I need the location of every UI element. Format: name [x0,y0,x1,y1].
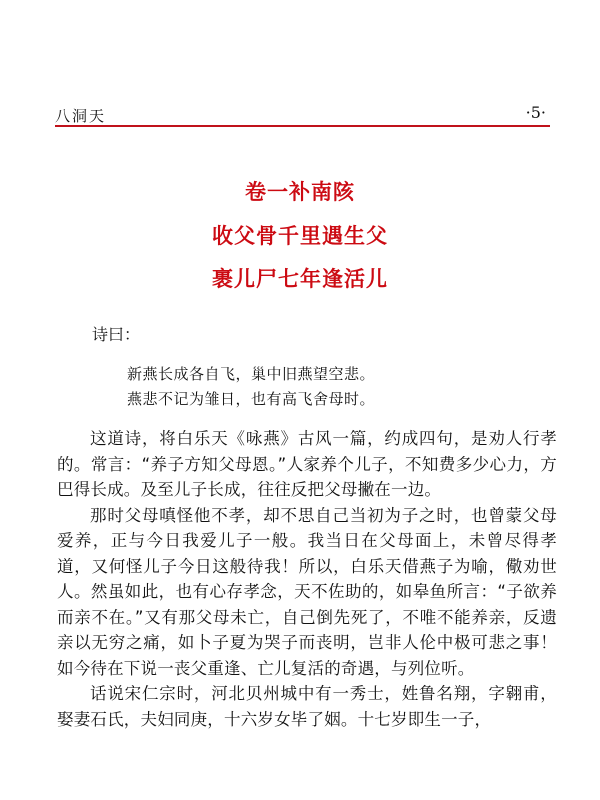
paragraph: 话说宋仁宗时，河北贝州城中有一秀士，姓鲁名翔，字翱甫，娶妻石氏，夫妇同庚，十六岁女毕了姻。十七岁即生一子， [57,684,557,729]
poem-line: 新燕长成各自飞，巢中旧燕望空悲。 [127,365,376,383]
chapter-subtitle-2: 裹儿尸七年逢活儿 [212,267,388,291]
chapter-subtitle-1: 收父骨千里遇生父 [212,224,388,248]
body-text [57,426,557,732]
header-rule [55,125,550,127]
page-header [55,103,550,125]
paragraph: 那时父母嗔怪他不孝，却不思自己当初为子之时，也曾蒙父母爱养，正与今日我爱儿子一般。我当日在父母面上，未曾尽得孝道，又何怪儿子今日这般待我！所以，白乐天借燕子为喻，儆劝世人。然虽如此，也有心存孝念，天不佐助的，如皋鱼所言：“子欲养而亲不在。”又有那父母未亡，自己倒先死了，不唯不能养亲，反遗亲以无穷之痛，如卜子夏为哭子而丧明，岂非人伦中极可悲之事！如今待在下说一丧父重逢、亡儿复活的奇遇，与列位听。 [57,505,557,678]
poem-intro: 诗曰： [92,325,141,344]
volume-title: 卷一补南陔 [245,180,355,204]
paragraph: 这道诗，将白乐天《咏燕》古风一篇，约成四句，是劝人行孝的。常言：“养子方知父母恩。”人家养个儿子，不知费多少心力，方巴得长成。及至儿子长成，往往反把父母撇在一边。 [57,429,557,499]
poem-line: 燕悲不记为雏日，也有高飞舍母时。 [127,390,376,408]
page-number: ·5· [525,103,546,122]
book-title: 八洞天 [55,107,107,125]
